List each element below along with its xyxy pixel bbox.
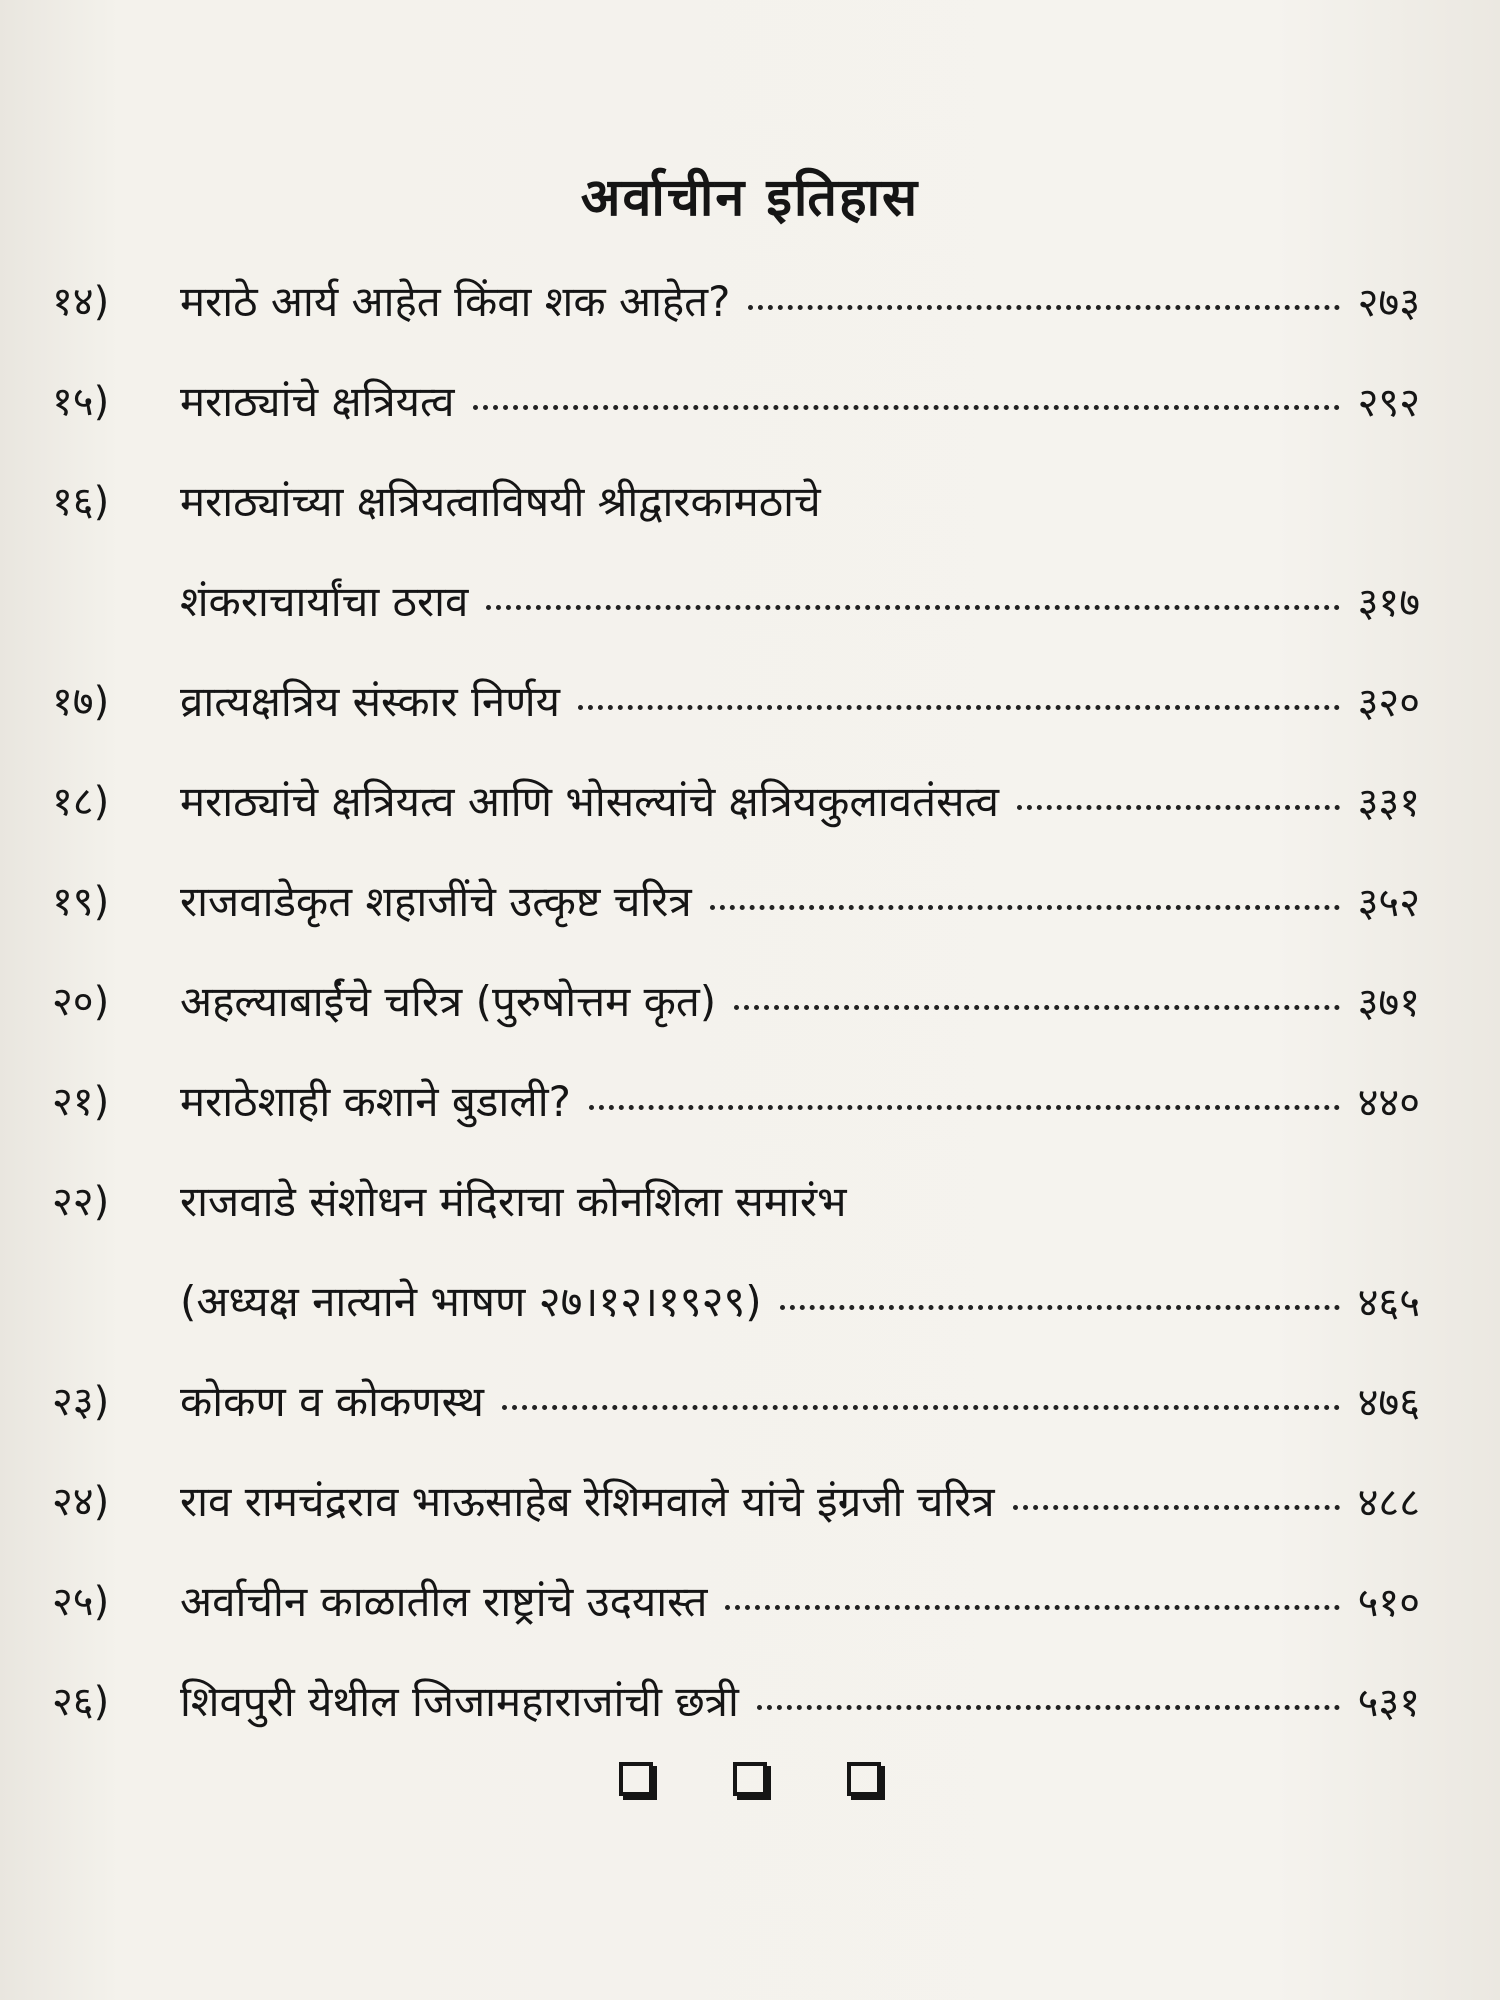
dot-leader	[578, 705, 1340, 710]
table-of-contents	[0, 250, 1500, 1750]
toc-line	[0, 1550, 1500, 1650]
entry-text-row	[180, 1372, 1420, 1429]
toc-line	[0, 850, 1500, 950]
toc-line	[0, 1450, 1500, 1550]
end-ornament	[0, 1762, 1500, 1805]
dot-leader	[473, 405, 1340, 410]
toc-line	[0, 450, 1500, 550]
toc-line	[0, 1350, 1500, 1450]
entry-page-number: ३७१	[1357, 980, 1420, 1026]
toc-entry	[0, 350, 1500, 450]
entry-page-number: ५१०	[1357, 1580, 1420, 1626]
dot-leader	[710, 905, 1340, 910]
entry-number: १८)	[52, 779, 110, 825]
toc-entry	[0, 250, 1500, 350]
entry-text-row	[180, 472, 1420, 529]
entry-title: मराठेशाही कशाने बुडाली?	[180, 1077, 571, 1126]
entry-text-row	[180, 872, 1420, 929]
entry-number: १७)	[52, 679, 110, 725]
toc-line	[0, 1250, 1500, 1350]
entry-text-row	[180, 372, 1420, 429]
entry-title: व्रात्यक्षत्रिय संस्कार निर्णय	[180, 677, 560, 726]
toc-entry	[0, 1550, 1500, 1650]
entry-text-row	[180, 1272, 1420, 1329]
entry-number: २४)	[52, 1479, 110, 1525]
page-title: अर्वाचीन इतिहास	[580, 168, 920, 228]
entry-page-number: २७३	[1357, 280, 1420, 326]
dot-leader	[734, 1005, 1339, 1010]
entry-number: १५)	[52, 379, 110, 425]
entry-text-row	[180, 572, 1420, 629]
entry-title: अहल्याबाईंचे चरित्र (पुरुषोत्तम कृत)	[180, 977, 717, 1026]
toc-entry	[0, 1350, 1500, 1450]
entry-page-number: ३३१	[1357, 780, 1420, 826]
entry-page-number: ४७६	[1357, 1380, 1420, 1426]
toc-entry	[0, 1150, 1500, 1350]
toc-entry	[0, 750, 1500, 850]
entry-title: शिवपुरी येथील जिजामहाराजांची छत्री	[180, 1677, 739, 1726]
entry-title: मराठ्यांच्या क्षत्रियत्वाविषयी श्रीद्वारकामठाचे	[180, 477, 821, 526]
toc-entry	[0, 950, 1500, 1050]
toc-line	[0, 1150, 1500, 1250]
entry-title: अर्वाचीन काळातील राष्ट्रांचे उदयास्त	[180, 1577, 708, 1626]
entry-number: २६)	[52, 1679, 110, 1725]
entry-title: राव रामचंद्रराव भाऊसाहेब रेशिमवाले यांचे इंग्रजी चरित्र	[180, 1477, 995, 1526]
dot-leader	[1013, 1505, 1340, 1510]
toc-entry	[0, 450, 1500, 650]
entry-text-row	[180, 1172, 1420, 1229]
entry-title: (अध्यक्ष नात्याने भाषण २७।१२।१९२९)	[180, 1277, 762, 1326]
toc-entry	[0, 1450, 1500, 1550]
dot-leader	[502, 1405, 1340, 1410]
toc-line	[0, 550, 1500, 650]
toc-entry	[0, 1650, 1500, 1750]
entry-title: कोकण व कोकणस्थ	[180, 1377, 484, 1426]
toc-entry	[0, 650, 1500, 750]
dot-leader	[757, 1705, 1340, 1710]
toc-entry	[0, 850, 1500, 950]
entry-number: २१)	[52, 1079, 110, 1125]
entry-number: १९)	[52, 879, 110, 925]
toc-line	[0, 350, 1500, 450]
entry-page-number: ३२०	[1357, 680, 1420, 726]
toc-line	[0, 1650, 1500, 1750]
entry-text-row	[180, 772, 1420, 829]
entry-number: १६)	[52, 479, 110, 525]
toc-line	[0, 650, 1500, 750]
entry-number: २५)	[52, 1579, 110, 1625]
entry-text-row	[180, 1672, 1420, 1729]
entry-text-row	[180, 272, 1420, 329]
entry-page-number: ४६५	[1357, 1280, 1420, 1326]
dot-leader	[589, 1105, 1340, 1110]
dot-leader	[780, 1305, 1340, 1310]
ornament-box-icon	[847, 1762, 881, 1796]
entry-text-row	[180, 1472, 1420, 1529]
entry-title: मराठ्यांचे क्षत्रियत्व	[180, 377, 455, 426]
entry-text-row	[180, 972, 1420, 1029]
entry-number: २३)	[52, 1379, 110, 1425]
entry-title: शंकराचार्यांचा ठराव	[180, 577, 469, 626]
entry-page-number: ३१७	[1357, 580, 1420, 626]
entry-title: मराठे आर्य आहेत किंवा शक आहेत?	[180, 277, 731, 326]
entry-text-row	[180, 1572, 1420, 1629]
entry-text-row	[180, 1072, 1420, 1129]
dot-leader	[748, 305, 1339, 310]
dot-leader	[1017, 805, 1340, 810]
entry-page-number: ५३१	[1357, 1680, 1420, 1726]
entry-page-number: ३५२	[1357, 880, 1420, 926]
entry-number: २०)	[52, 979, 110, 1025]
entry-number: १४)	[52, 279, 110, 325]
ornament-box-icon	[619, 1762, 653, 1796]
entry-page-number: ४८८	[1357, 1480, 1420, 1526]
dot-leader	[486, 605, 1339, 610]
entry-title: राजवाडेकृत शहाजींचे उत्कृष्ट चरित्र	[180, 877, 692, 926]
toc-entry	[0, 1050, 1500, 1150]
toc-line	[0, 750, 1500, 850]
entry-number: २२)	[52, 1179, 110, 1225]
entry-title: राजवाडे संशोधन मंदिराचा कोनशिला समारंभ	[180, 1177, 847, 1226]
dot-leader	[725, 1605, 1339, 1610]
ornament-box-icon	[733, 1762, 767, 1796]
entry-title: मराठ्यांचे क्षत्रियत्व आणि भोसल्यांचे क्षत्रियकुलावतंसत्व	[180, 777, 999, 826]
toc-line	[0, 250, 1500, 350]
entry-page-number: ४४०	[1357, 1080, 1420, 1126]
entry-page-number: २९२	[1357, 380, 1420, 426]
entry-text-row	[180, 672, 1420, 729]
toc-line	[0, 1050, 1500, 1150]
toc-line	[0, 950, 1500, 1050]
